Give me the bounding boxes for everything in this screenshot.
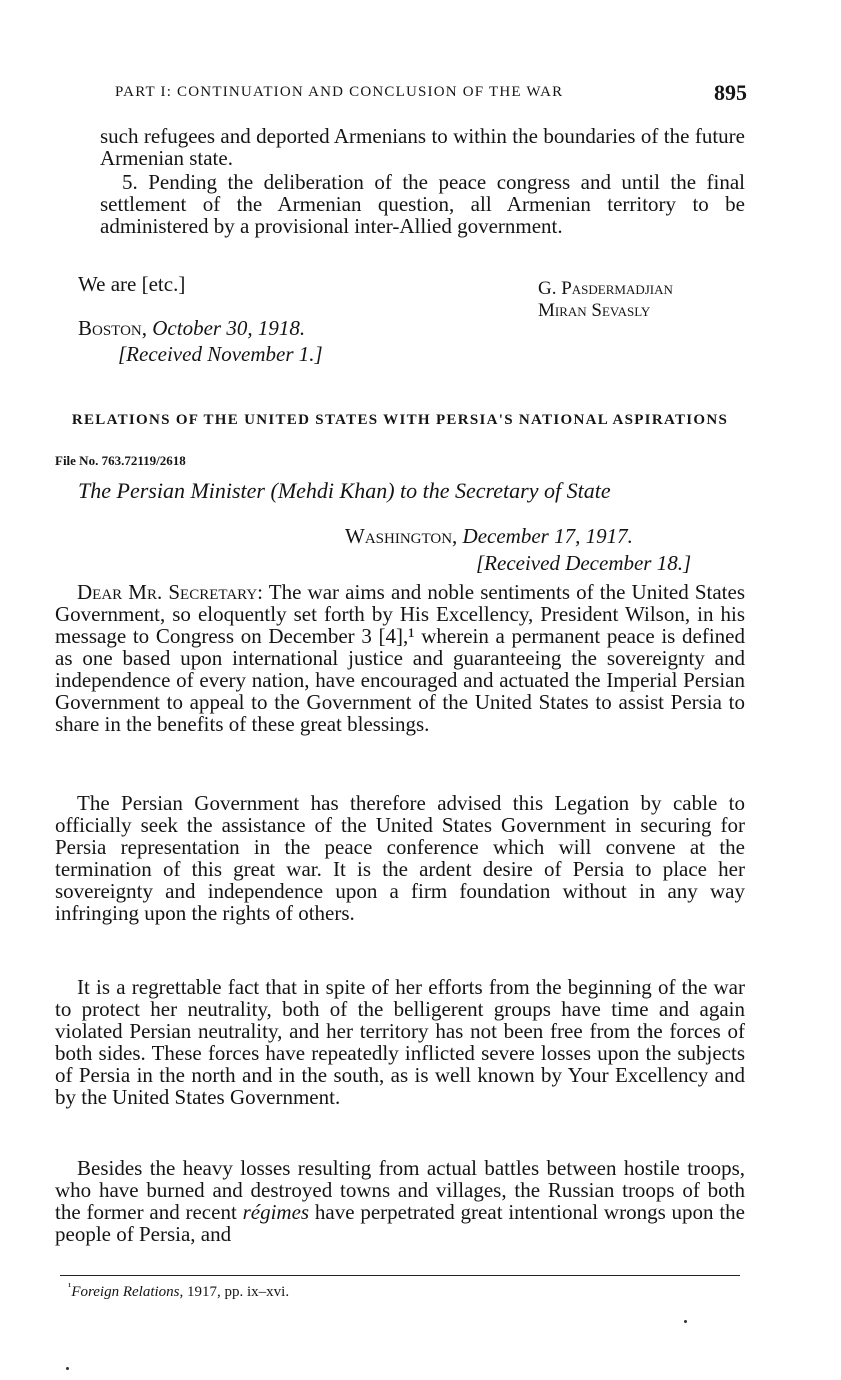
letter-date: December 17, 1917.	[462, 524, 633, 548]
date: October 30, 1918.	[152, 316, 306, 340]
paragraph-4-italic: régimes	[242, 1200, 310, 1224]
document-title: The Persian Minister (Mehdi Khan) to the Secretary of State	[78, 478, 611, 503]
letter-paragraph-1	[55, 581, 745, 735]
paragraph-1-text: The war aims and noble sentiments of the United States Government, so eloquently set forth by His Excellency, President Wilson, in his message to Congress on December 3 [4],¹ wherein a permanent peace is defined as one based upon international justice and guaranteeing the sovereignty and independence of every nation, have encouraged and actuated the Imperial Persian Government to appeal to the Government of the United States to assist Persia to share in the benefits of these great blessings.	[55, 580, 746, 736]
footnote-detail: 1917, pp. ix–xvi.	[187, 1284, 290, 1300]
page-header	[115, 80, 747, 106]
salutation: Dear Mr. Secretary:	[77, 580, 264, 604]
scan-speck	[66, 1367, 69, 1370]
file-number: File No. 763.72119/2618	[55, 453, 186, 468]
letter-paragraph-3: It is a regrettable fact that in spite of her efforts from the beginning of the war to protect her neutrality, both of the belligerent groups have time and again violated Persian neutrality, and her territory has not been free from the forces of both sides. These forces have repeatedly inflicted severe losses upon the subjects of Persia in the north and in the south, as is well known by Your Excellency and by the United States Government.	[55, 975, 745, 1109]
running-title: PART I: CONTINUATION AND CONCLUSION OF THE WAR	[115, 84, 564, 100]
footnote	[68, 1281, 289, 1301]
signer-2: Miran Sevasly	[538, 300, 651, 321]
previous-letter-point-5: 5. Pending the deliberation of the peace congress and until the final settlement of the Armenian question, all Armenian territory to be administered by a provisional inter-Allied government.	[100, 170, 745, 238]
place: Boston,	[78, 316, 147, 340]
footnote-rule	[60, 1275, 740, 1276]
letter-paragraph-4	[55, 1157, 745, 1245]
footnote-marker: ¹	[68, 1281, 72, 1293]
footnote-source: Foreign Relations,	[71, 1284, 184, 1300]
signer-1: G. Pasdermadjian	[538, 278, 673, 299]
paragraph-4-text-a: Besides the heavy losses resulting from actual battles between hostile troops, who have burned and destroyed towns and villages, the Russian troops of both the former and recent	[55, 1156, 745, 1224]
closing-line: We are [etc.]	[78, 272, 186, 296]
received-date: [Received November 1.]	[118, 342, 323, 366]
previous-letter-paragraph-end: such refugees and deported Armenians to within the boundaries of the future Armenian state.	[100, 124, 745, 170]
section-heading: RELATIONS OF THE UNITED STATES WITH PERSIA'S NATIONAL ASPIRATIONS	[71, 412, 729, 428]
letter-paragraph-2: The Persian Government has therefore advised this Legation by cable to officially seek the assistance of the United States Government in securing for Persia representation in the peace conference which will convene at the termination of this great war. It is the ardent desire of Persia to place her sovereignty and independence upon a firm foundation without in any way infringing upon the rights of others.	[55, 791, 745, 925]
letter-received: [Received December 18.]	[476, 551, 692, 575]
letter-place-date	[345, 525, 633, 547]
scan-speck	[684, 1320, 687, 1323]
place-date-line	[78, 317, 305, 339]
letter-place: Washington,	[345, 524, 458, 548]
paragraph-4-text-b: have perpetrated great intentional wrongs upon the people of Persia, and	[55, 1200, 746, 1246]
page-number: 895	[714, 80, 747, 105]
